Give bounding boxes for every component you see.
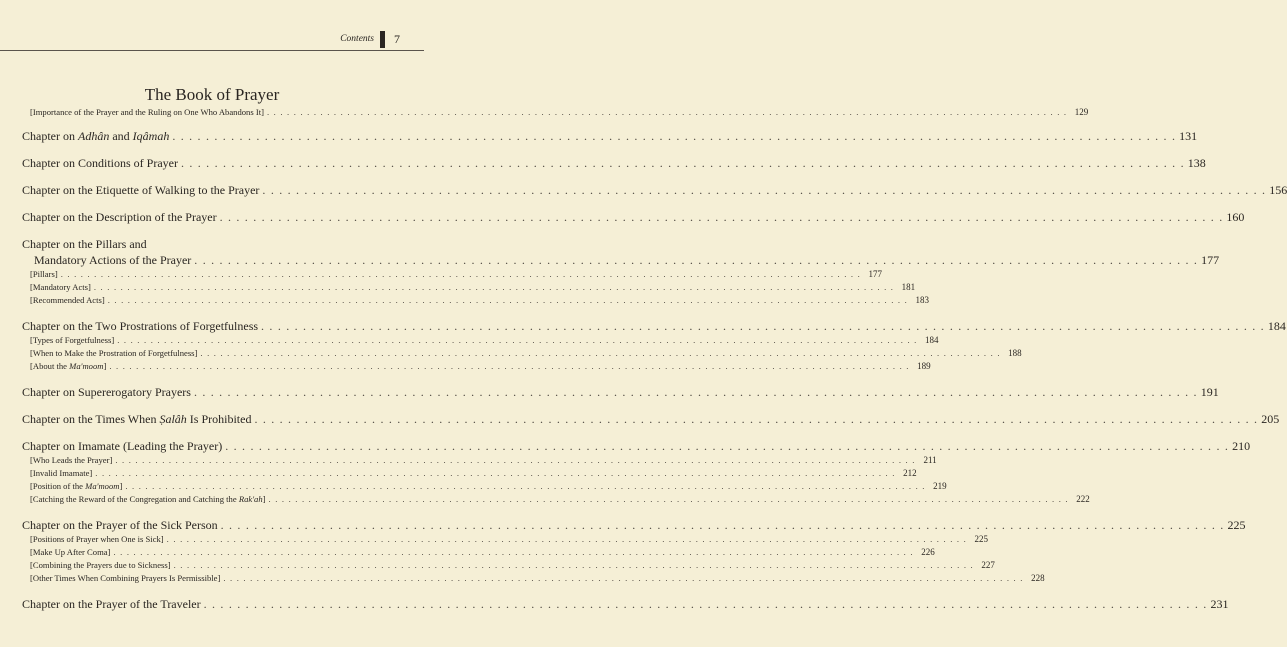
toc-entry-label: Chapter on the Two Prostrations of Forgetfulness xyxy=(22,319,259,333)
toc-page-number: 129 xyxy=(1074,107,1089,117)
toc-subentry[interactable] xyxy=(22,281,916,294)
toc-gap xyxy=(22,144,392,155)
toc-entry-label: [Who Leads the Prayer] xyxy=(30,455,113,465)
book-title: The Book of Prayer xyxy=(144,85,280,104)
toc-page-number: 205 xyxy=(1261,412,1280,426)
toc-subentry[interactable] xyxy=(22,480,947,493)
toc-subentry[interactable] xyxy=(22,268,882,281)
toc-entry-label: [When to Make the Prostration of Forgetfulness] xyxy=(30,348,198,358)
toc-entry-label: Chapter on the Times When Ṣalâh Is Prohibited xyxy=(22,412,252,426)
header-rule xyxy=(0,50,424,51)
page-number: 7 xyxy=(394,31,400,46)
running-head-section: Contents xyxy=(340,34,374,44)
toc-subentry[interactable] xyxy=(22,493,1090,506)
toc-entry-label: [Positions of Prayer when One is Sick] xyxy=(30,534,164,544)
toc-page-number: 184 xyxy=(1267,319,1286,333)
toc-gap xyxy=(22,119,392,128)
toc-entry-label: [Recommended Acts] xyxy=(30,295,105,305)
leader-dots: . . . . . . . . . . . . . . . . . . . . . . . . . . . . . . . . . . . . . . . . . . . . . . . . . . . . . . . . . . . . . . . . . . . . . . . . . . . . . . . . . . . . . . . . . . . . . . . . . . . . . . . . . . . . . . . . . . . . . . . . xyxy=(223,573,1024,583)
leader-dots: . . . . . . . . . . . . . . . . . . . . . . . . . . . . . . . . . . . . . . . . . . . . . . . . . . . . . . . . . . . . . . . . . . . . . . . . . . . . . . . . . . . . . . . . . . . . . . . . . . . . . . . . . . . . . . . . . . . . . . . . xyxy=(203,597,1208,611)
toc-page-number: 177 xyxy=(1201,253,1220,267)
toc-subentry[interactable] xyxy=(22,334,939,347)
toc-subentry[interactable] xyxy=(22,572,1045,585)
toc-page-number: 231 xyxy=(1210,597,1229,611)
toc-page-number: 160 xyxy=(1226,210,1245,224)
toc-subentry[interactable] xyxy=(22,360,931,373)
toc-entry-label: [Catching the Reward of the Congregation and Catching the Rak'ah] xyxy=(30,494,266,504)
toc-gap xyxy=(22,198,392,209)
leader-dots: . . . . . . . . . . . . . . . . . . . . . . . . . . . . . . . . . . . . . . . . . . . . . . . . . . . . . . . . . . . . . . . . . . . . . . . . . . . . . . . . . . . . . . . . . . . . . . . . . . . . . . . . . . . . . . . . . . . . . . . . xyxy=(254,412,1259,426)
toc-page-number: 138 xyxy=(1187,156,1206,170)
toc-gap xyxy=(22,373,392,384)
leader-dots: . . . . . . . . . . . . . . . . . . . . . . . . . . . . . . . . . . . . . . . . . . . . . . . . . . . . . . . . . . . . . . . . . . . . . . . . . . . . . . . . . . . . . . . . . . . . . . . . . . . . . . . . . . . . . . . . . . . . . . . . xyxy=(113,547,914,557)
leader-dots: . . . . . . . . . . . . . . . . . . . . . . . . . . . . . . . . . . . . . . . . . . . . . . . . . . . . . . . . . . . . . . . . . . . . . . . . . . . . . . . . . . . . . . . . . . . . . . . . . . . . . . . . . . . . . . . . . . . . . . . . xyxy=(95,468,896,478)
toc-gap xyxy=(22,400,392,411)
leader-dots: . . . . . . . . . . . . . . . . . . . . . . . . . . . . . . . . . . . . . . . . . . . . . . . . . . . . . . . . . . . . . . . . . . . . . . . . . . . . . . . . . . . . . . . . . . . . . . . . . . . . . . . . . . . . . . . . . . . . . . . . xyxy=(125,481,926,491)
toc-page-number: 228 xyxy=(1031,573,1045,583)
toc-entry-label: [Pillars] xyxy=(30,269,58,279)
toc-entry-label: Chapter on the Prayer of the Sick Person xyxy=(22,518,218,532)
toc-subentry[interactable] xyxy=(22,347,1022,360)
toc-gap xyxy=(22,171,392,182)
toc-subentry[interactable] xyxy=(22,559,995,572)
toc-entry[interactable] xyxy=(22,209,1245,225)
toc-entry-label: Mandatory Actions of the Prayer xyxy=(34,253,192,267)
toc-page-number: 227 xyxy=(981,560,995,570)
toc-gap xyxy=(22,585,392,596)
leader-dots: . . . . . . . . . . . . . . . . . . . . . . . . . . . . . . . . . . . . . . . . . . . . . . . . . . . . . . . . . . . . . . . . . . . . . . . . . . . . . . . . . . . . . . . . . . . . . . . . . . . . . . . . . . . . . . . . . . . . . . . . xyxy=(268,494,1069,504)
toc-entry-label: [Mandatory Acts] xyxy=(30,282,91,292)
running-head-bar xyxy=(380,31,385,48)
toc-entry[interactable] xyxy=(22,384,1219,400)
toc-entry-label: [Types of Forgetfulness] xyxy=(30,335,115,345)
leader-dots: . . . . . . . . . . . . . . . . . . . . . . . . . . . . . . . . . . . . . . . . . . . . . . . . . . . . . . . . . . . . . . . . . . . . . . . . . . . . . . . . . . . . . . . . . . . . . . . . . . . . . . . . . . . . . . . . . . . . . . . . xyxy=(117,335,918,345)
toc-entry[interactable] xyxy=(22,182,1287,198)
leader-dots: . . . . . . . . . . . . . . . . . . . . . . . . . . . . . . . . . . . . . . . . . . . . . . . . . . . . . . . . . . . . . . . . . . . . . . . . . . . . . . . . . . . . . . . . . . . . . . . . . . . . . . . . . . . . . . . . . . . . . . . . xyxy=(109,361,910,371)
toc-entry-label: [Position of the Ma'moom] xyxy=(30,481,123,491)
toc-gap xyxy=(22,225,392,236)
toc-entry-label: Chapter on the Pillars and xyxy=(22,237,147,251)
toc-entry-label: Chapter on the Etiquette of Walking to the Prayer xyxy=(22,183,260,197)
toc-page-number: 156 xyxy=(1269,183,1287,197)
toc-gap xyxy=(22,307,392,318)
toc-entry-label: [About the Ma'moom] xyxy=(30,361,107,371)
table-of-contents xyxy=(22,106,1287,612)
toc-page-number: 131 xyxy=(1179,129,1198,143)
toc-gap xyxy=(22,506,392,517)
leader-dots: . . . . . . . . . . . . . . . . . . . . . . . . . . . . . . . . . . . . . . . . . . . . . . . . . . . . . . . . . . . . . . . . . . . . . . . . . . . . . . . . . . . . . . . . . . . . . . . . . . . . . . . . . . . . . . . . . . . . . . . . xyxy=(261,319,1265,333)
toc-page-number: 184 xyxy=(925,335,939,345)
toc-entry-label: Chapter on the Prayer of the Traveler xyxy=(22,597,201,611)
leader-dots: . . . . . . . . . . . . . . . . . . . . . . . . . . . . . . . . . . . . . . . . . . . . . . . . . . . . . . . . . . . . . . . . . . . . . . . . . . . . . . . . . . . . . . . . . . . . . . . . . . . . . . . . . . . . . . . . . . . . . . . . xyxy=(225,439,1230,453)
toc-entry[interactable] xyxy=(22,411,1280,427)
leader-dots: . . . . . . . . . . . . . . . . . . . . . . . . . . . . . . . . . . . . . . . . . . . . . . . . . . . . . . . . . . . . . . . . . . . . . . . . . . . . . . . . . . . . . . . . . . . . . . . . . . . . . . . . . . . . . . . . . . . . . . . . xyxy=(166,534,967,544)
toc-entry[interactable] xyxy=(22,155,1206,171)
toc-page-number: 191 xyxy=(1200,385,1219,399)
leader-dots: . . . . . . . . . . . . . . . . . . . . . . . . . . . . . . . . . . . . . . . . . . . . . . . . . . . . . . . . . . . . . . . . . . . . . . . . . . . . . . . . . . . . . . . . . . . . . . . . . . . . . . . . . . . . . . . . . . . . . . . . xyxy=(115,455,916,465)
toc-entry[interactable] xyxy=(22,596,1229,612)
toc-page-number: 177 xyxy=(868,269,882,279)
leader-dots: . . . . . . . . . . . . . . . . . . . . . . . . . . . . . . . . . . . . . . . . . . . . . . . . . . . . . . . . . . . . . . . . . . . . . . . . . . . . . . . . . . . . . . . . . . . . . . . . . . . . . . . . . . . . . . . . . . . . . . . . xyxy=(107,295,908,305)
toc-page-number: 222 xyxy=(1076,494,1090,504)
leader-dots: . . . . . . . . . . . . . . . . . . . . . . . . . . . . . . . . . . . . . . . . . . . . . . . . . . . . . . . . . . . . . . . . . . . . . . . . . . . . . . . . . . . . . . . . . . . . . . . . . . . . . . . . . . . . . . . . . . . . . . . . xyxy=(60,269,861,279)
toc-subentry[interactable] xyxy=(22,533,988,546)
leader-dots: . . . . . . . . . . . . . . . . . . . . . . . . . . . . . . . . . . . . . . . . . . . . . . . . . . . . . . . . . . . . . . . . . . . . . . . . . . . . . . . . . . . . . . . . . . . . . . . . . . . . . . . . . . . . . . . . . . . . . . . . xyxy=(172,129,1177,143)
toc-page-number: 225 xyxy=(974,534,988,544)
leader-dots: . . . . . . . . . . . . . . . . . . . . . . . . . . . . . . . . . . . . . . . . . . . . . . . . . . . . . . . . . . . . . . . . . . . . . . . . . . . . . . . . . . . . . . . . . . . . . . . . . . . . . . . . . . . . . . . . . . . . . . . . xyxy=(193,385,1198,399)
toc-page-number: 189 xyxy=(917,361,931,371)
toc-subentry[interactable] xyxy=(22,294,929,307)
toc-page-number: 211 xyxy=(923,455,937,465)
leader-dots: . . . . . . . . . . . . . . . . . . . . . . . . . . . . . . . . . . . . . . . . . . . . . . . . . . . . . . . . . . . . . . . . . . . . . . . . . . . . . . . . . . . . . . . . . . . . . . . . . . . . . . . . . . . . . . . . . . . . . . . . xyxy=(194,253,1199,267)
toc-entry-label: [Combining the Prayers due to Sickness] xyxy=(30,560,171,570)
leader-dots: . . . . . . . . . . . . . . . . . . . . . . . . . . . . . . . . . . . . . . . . . . . . . . . . . . . . . . . . . . . . . . . . . . . . . . . . . . . . . . . . . . . . . . . . . . . . . . . . . . . . . . . . . . . . . . . . . . . . . . . . xyxy=(262,183,1267,197)
leader-dots: . . . . . . . . . . . . . . . . . . . . . . . . . . . . . . . . . . . . . . . . . . . . . . . . . . . . . . . . . . . . . . . . . . . . . . . . . . . . . . . . . . . . . . . . . . . . . . . . . . . . . . . . . . . . . . . . . . . . . . . . xyxy=(220,518,1225,532)
leader-dots: . . . . . . . . . . . . . . . . . . . . . . . . . . . . . . . . . . . . . . . . . . . . . . . . . . . . . . . . . . . . . . . . . . . . . . . . . . . . . . . . . . . . . . . . . . . . . . . . . . . . . . . . . . . . . . . . . . . . . . . . xyxy=(180,156,1185,170)
toc-page-number: 210 xyxy=(1232,439,1251,453)
toc-entry-label: [Invalid Imamate] xyxy=(30,468,93,478)
toc-entry[interactable] xyxy=(22,517,1246,533)
running-head xyxy=(340,30,400,48)
toc-entry-label: Chapter on Conditions of Prayer xyxy=(22,156,178,170)
toc-entry-label: Chapter on the Description of the Prayer xyxy=(22,210,217,224)
toc-page-number: 219 xyxy=(933,481,947,491)
toc-subentry[interactable] xyxy=(22,467,917,480)
toc-subentry[interactable] xyxy=(22,546,935,559)
toc-page-number: 188 xyxy=(1008,348,1022,358)
leader-dots: . . . . . . . . . . . . . . . . . . . . . . . . . . . . . . . . . . . . . . . . . . . . . . . . . . . . . . . . . . . . . . . . . . . . . . . . . . . . . . . . . . . . . . . . . . . . . . . . . . . . . . . . . . . . . . . . . . . . . . . . xyxy=(173,560,974,570)
toc-entry-label: Chapter on Imamate (Leading the Prayer) xyxy=(22,439,223,453)
toc-entry[interactable] xyxy=(22,236,392,252)
toc-entry-label: [Make Up After Coma] xyxy=(30,547,111,557)
toc-page-number: 181 xyxy=(901,282,916,292)
toc-entry[interactable] xyxy=(22,318,1286,334)
toc-page-number: 183 xyxy=(915,295,929,305)
toc-entry-label: [Other Times When Combining Prayers Is Permissible] xyxy=(30,573,221,583)
toc-entry[interactable] xyxy=(22,252,1220,268)
toc-entry-label: Chapter on Supererogatory Prayers xyxy=(22,385,191,399)
leader-dots: . . . . . . . . . . . . . . . . . . . . . . . . . . . . . . . . . . . . . . . . . . . . . . . . . . . . . . . . . . . . . . . . . . . . . . . . . . . . . . . . . . . . . . . . . . . . . . . . . . . . . . . . . . . . . . . . . . . . . . . . xyxy=(219,210,1224,224)
toc-page-number: 212 xyxy=(903,468,917,478)
leader-dots: . . . . . . . . . . . . . . . . . . . . . . . . . . . . . . . . . . . . . . . . . . . . . . . . . . . . . . . . . . . . . . . . . . . . . . . . . . . . . . . . . . . . . . . . . . . . . . . . . . . . . . . . . . . . . . . . . . . . . . . . xyxy=(266,107,1068,117)
toc-entry[interactable] xyxy=(22,128,1198,144)
toc-subentry[interactable] xyxy=(22,454,937,467)
toc-subentry[interactable] xyxy=(22,106,1089,119)
toc-entry-label: [Importance of the Prayer and the Ruling on One Who Abandons It] xyxy=(30,107,264,117)
leader-dots: . . . . . . . . . . . . . . . . . . . . . . . . . . . . . . . . . . . . . . . . . . . . . . . . . . . . . . . . . . . . . . . . . . . . . . . . . . . . . . . . . . . . . . . . . . . . . . . . . . . . . . . . . . . . . . . . . . . . . . . . xyxy=(200,348,1001,358)
toc-gap xyxy=(22,427,392,438)
toc-entry[interactable] xyxy=(22,438,1251,454)
toc-entry-label: Chapter on Adhân and Iqâmah xyxy=(22,129,170,143)
toc-page-number: 225 xyxy=(1227,518,1246,532)
toc-page-number: 226 xyxy=(921,547,935,557)
leader-dots: . . . . . . . . . . . . . . . . . . . . . . . . . . . . . . . . . . . . . . . . . . . . . . . . . . . . . . . . . . . . . . . . . . . . . . . . . . . . . . . . . . . . . . . . . . . . . . . . . . . . . . . . . . . . . . . . . . . . . . . . xyxy=(93,282,895,292)
